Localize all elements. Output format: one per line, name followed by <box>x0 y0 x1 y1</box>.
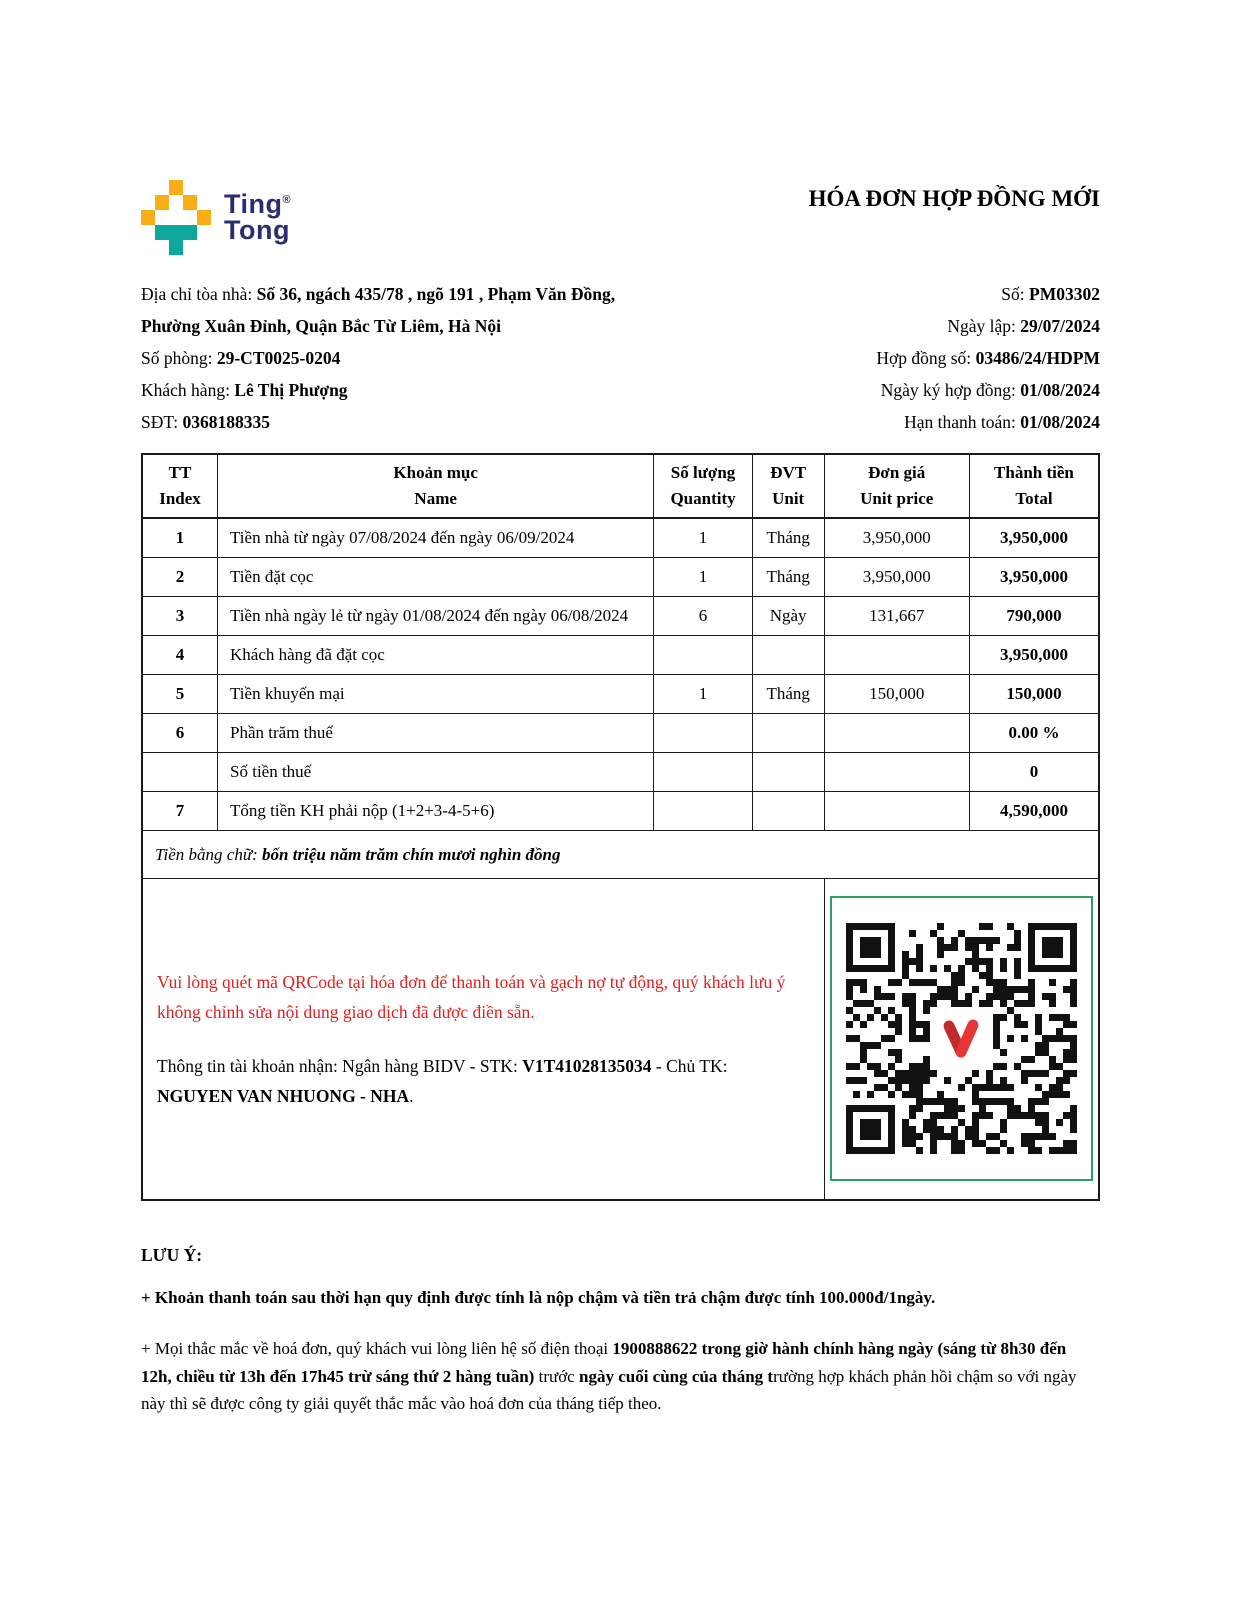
cell-unit <box>752 791 824 830</box>
cell-index: 6 <box>142 713 218 752</box>
cell-name: Phần trăm thuế <box>218 713 654 752</box>
cell-index: 7 <box>142 791 218 830</box>
col-header-index <box>142 454 218 518</box>
customer-line <box>141 374 697 406</box>
note-late-payment: + Khoản thanh toán sau thời hạn quy định được tính là nộp chậm và tiền trả chậm được tính 100.000đ/1ngày. <box>141 1288 936 1307</box>
cell-name: Khách hàng đã đặt cọc <box>218 635 654 674</box>
cell-quantity <box>654 713 752 752</box>
cell-total: 150,000 <box>969 674 1099 713</box>
contract-number-line <box>876 342 1100 374</box>
cell-total: 0 <box>969 752 1099 791</box>
col-header-name-vi: Khoản mục <box>393 463 478 482</box>
payment-instructions-cell <box>142 878 824 1200</box>
cell-index: 2 <box>142 557 218 596</box>
account-suffix: . <box>409 1085 414 1106</box>
issue-date-label: Ngày lập: <box>947 316 1016 336</box>
col-header-total-en: Total <box>1015 489 1053 508</box>
table-row <box>142 596 1099 635</box>
building-address-line1 <box>141 278 697 310</box>
invoice-table-head <box>142 454 1099 518</box>
tingtong-logo-icon <box>141 180 211 255</box>
notes-heading: LƯU Ý: <box>141 1245 203 1265</box>
qr-payment-warning: Vui lòng quét mã QRCode tại hóa đơn để thanh toán và gạch nợ tự động, quý khách lưu ý không chỉnh sửa nội dung giao dịch đã được điền sẵn. <box>157 971 786 1022</box>
cell-name: Tiền đặt cọc <box>218 557 654 596</box>
cell-index: 3 <box>142 596 218 635</box>
qr-code-cell <box>824 878 1099 1200</box>
header-row <box>142 454 1099 518</box>
building-customer-info <box>141 278 697 438</box>
cell-unit <box>752 635 824 674</box>
account-prefix: Thông tin tài khoản nhận: Ngân hàng BIDV - STK: <box>157 1055 523 1076</box>
amount-in-words-label: Tiền bằng chữ: <box>155 844 258 864</box>
notes-section <box>141 1245 1100 1418</box>
col-header-quantity <box>654 454 752 518</box>
cell-quantity <box>654 752 752 791</box>
cell-total: 3,950,000 <box>969 635 1099 674</box>
cell-quantity <box>654 635 752 674</box>
invoice-table-body <box>142 518 1099 830</box>
due-date-label: Hạn thanh toán: <box>904 412 1016 432</box>
cell-quantity: 1 <box>654 518 752 557</box>
cell-name: Tiền nhà ngày lẻ từ ngày 01/08/2024 đến ngày 06/08/2024 <box>218 596 654 635</box>
cell-index: 4 <box>142 635 218 674</box>
building-address-line2 <box>141 310 697 342</box>
table-row <box>142 635 1099 674</box>
table-row <box>142 713 1099 752</box>
cell-unit: Tháng <box>752 518 824 557</box>
col-header-unit-vi: ĐVT <box>770 463 807 482</box>
payment-qr-row <box>142 878 1099 1200</box>
table-row <box>142 557 1099 596</box>
account-mid: - Chủ TK: <box>651 1055 728 1076</box>
cell-unit-price <box>824 635 969 674</box>
note2-deadline-bold: ngày cuối cùng của tháng t <box>578 1366 774 1386</box>
sign-date-label: Ngày ký hợp đồng: <box>880 380 1016 400</box>
cell-unit-price: 3,950,000 <box>824 518 969 557</box>
brand-name-line1 <box>224 187 291 217</box>
invoice-table-footer <box>142 830 1099 1200</box>
invoice-number-line <box>876 278 1100 310</box>
note2-part3: rường hợp khách phản hồi chậm so với ngày này thì sẽ được công ty giải quyết thắc mắc vào hoá đơn của tháng tiếp theo. <box>141 1366 1077 1413</box>
note2-part1: + Mọi thắc mắc về hoá đơn, quý khách vui lòng liên hệ số điện thoại <box>141 1339 613 1358</box>
cell-unit: Tháng <box>752 557 824 596</box>
note-contact-support <box>141 1335 1100 1418</box>
cell-unit-price: 131,667 <box>824 596 969 635</box>
cell-name: Tiền nhà từ ngày 07/08/2024 đến ngày 06/09/2024 <box>218 518 654 557</box>
invoice-number-label: Số: <box>1001 284 1025 304</box>
cell-unit: Ngày <box>752 596 824 635</box>
table-row <box>142 791 1099 830</box>
brand-name <box>224 187 291 243</box>
cell-unit-price: 3,950,000 <box>824 557 969 596</box>
col-header-quantity-en: Quantity <box>670 489 736 508</box>
account-holder: NGUYEN VAN NHUONG - NHA <box>157 1085 410 1106</box>
registered-mark: ® <box>282 194 292 206</box>
col-header-index-vi: TT <box>168 463 192 482</box>
brand-name-line2: Tong <box>224 215 290 245</box>
cell-unit: Tháng <box>752 674 824 713</box>
sign-date-line <box>876 374 1100 406</box>
due-date-value: 01/08/2024 <box>1020 412 1100 432</box>
cell-index: 5 <box>142 674 218 713</box>
customer-label: Khách hàng: <box>141 380 230 400</box>
col-header-name <box>218 454 654 518</box>
phone-line <box>141 406 697 438</box>
col-header-quantity-vi: Số lượng <box>670 463 736 482</box>
cell-name: Số tiền thuế <box>218 752 654 791</box>
cell-quantity: 1 <box>654 674 752 713</box>
cell-total: 4,590,000 <box>969 791 1099 830</box>
cell-index <box>142 752 218 791</box>
room-value: 29-CT0025-0204 <box>216 348 341 368</box>
account-number: V1T41028135034 <box>522 1055 652 1076</box>
col-header-unit-price-vi: Đơn giá <box>868 463 926 482</box>
note2-hotline-bold: 1900888622 trong giờ hành chính hàng ngày (sáng từ 8h30 đến 12h, chiều từ 13h đến 17h45 trừ sáng thứ 2 hàng tuần) <box>141 1339 1067 1386</box>
vietqr-v-icon <box>936 1016 986 1062</box>
address-value-line2: Phường Xuân Đỉnh, Quận Bắc Từ Liêm, Hà Nội <box>141 316 502 336</box>
invoice-table <box>141 453 1100 1201</box>
amount-in-words-row <box>142 830 1099 878</box>
cell-unit-price <box>824 752 969 791</box>
cell-unit-price <box>824 713 969 752</box>
phone-label: SĐT: <box>141 412 179 432</box>
cell-total: 3,950,000 <box>969 557 1099 596</box>
cell-name: Tổng tiền KH phải nộp (1+2+3-4-5+6) <box>218 791 654 830</box>
cell-unit-price: 150,000 <box>824 674 969 713</box>
invoice-content <box>141 180 1100 1418</box>
cell-total: 0.00 % <box>969 713 1099 752</box>
col-header-total <box>969 454 1099 518</box>
col-header-unit-price <box>824 454 969 518</box>
cell-quantity: 1 <box>654 557 752 596</box>
brand-ting-text: Ting <box>224 189 283 219</box>
cell-unit-price <box>824 791 969 830</box>
amount-in-words-cell <box>142 830 1099 878</box>
qr-frame <box>830 896 1093 1181</box>
cell-unit <box>752 713 824 752</box>
col-header-unit-en: Unit <box>772 489 805 508</box>
contract-number-value: 03486/24/HDPM <box>975 348 1100 368</box>
phone-value: 0368188335 <box>182 412 270 432</box>
cell-index: 1 <box>142 518 218 557</box>
col-header-total-vi: Thành tiền <box>994 463 1074 482</box>
issue-date-line <box>876 310 1100 342</box>
receiving-account-info <box>157 1051 802 1111</box>
address-value-line1: Số 36, ngách 435/78 , ngõ 191 , Phạm Văn Đồng, <box>256 284 616 304</box>
room-label: Số phòng: <box>141 348 213 368</box>
cell-total: 790,000 <box>969 596 1099 635</box>
invoice-meta <box>876 278 1100 438</box>
note2-part2: trước <box>534 1366 579 1386</box>
cell-unit <box>752 752 824 791</box>
cell-quantity <box>654 791 752 830</box>
col-header-index-en: Index <box>159 489 201 508</box>
cell-total: 3,950,000 <box>969 518 1099 557</box>
invoice-title: HÓA ĐƠN HỢP ĐỒNG MỚI <box>808 186 1100 211</box>
col-header-unit <box>752 454 824 518</box>
table-row <box>142 518 1099 557</box>
due-date-line <box>876 406 1100 438</box>
table-row <box>142 674 1099 713</box>
info-section <box>141 278 1100 438</box>
invoice-number-value: PM03302 <box>1029 284 1100 304</box>
table-row <box>142 752 1099 791</box>
sign-date-value: 01/08/2024 <box>1020 380 1100 400</box>
cell-quantity: 6 <box>654 596 752 635</box>
cell-name: Tiền khuyến mại <box>218 674 654 713</box>
address-label: Địa chỉ tòa nhà: <box>141 284 253 304</box>
amount-in-words-value: bốn triệu năm trăm chín mươi nghìn đồng <box>262 844 561 864</box>
header-row <box>141 180 1100 266</box>
col-header-name-en: Name <box>414 489 457 508</box>
col-header-unit-price-en: Unit price <box>860 489 934 508</box>
contract-number-label: Hợp đồng số: <box>876 348 972 368</box>
issue-date-value: 29/07/2024 <box>1020 316 1100 336</box>
room-number-line <box>141 342 697 374</box>
customer-value: Lê Thị Phượng <box>234 380 348 400</box>
